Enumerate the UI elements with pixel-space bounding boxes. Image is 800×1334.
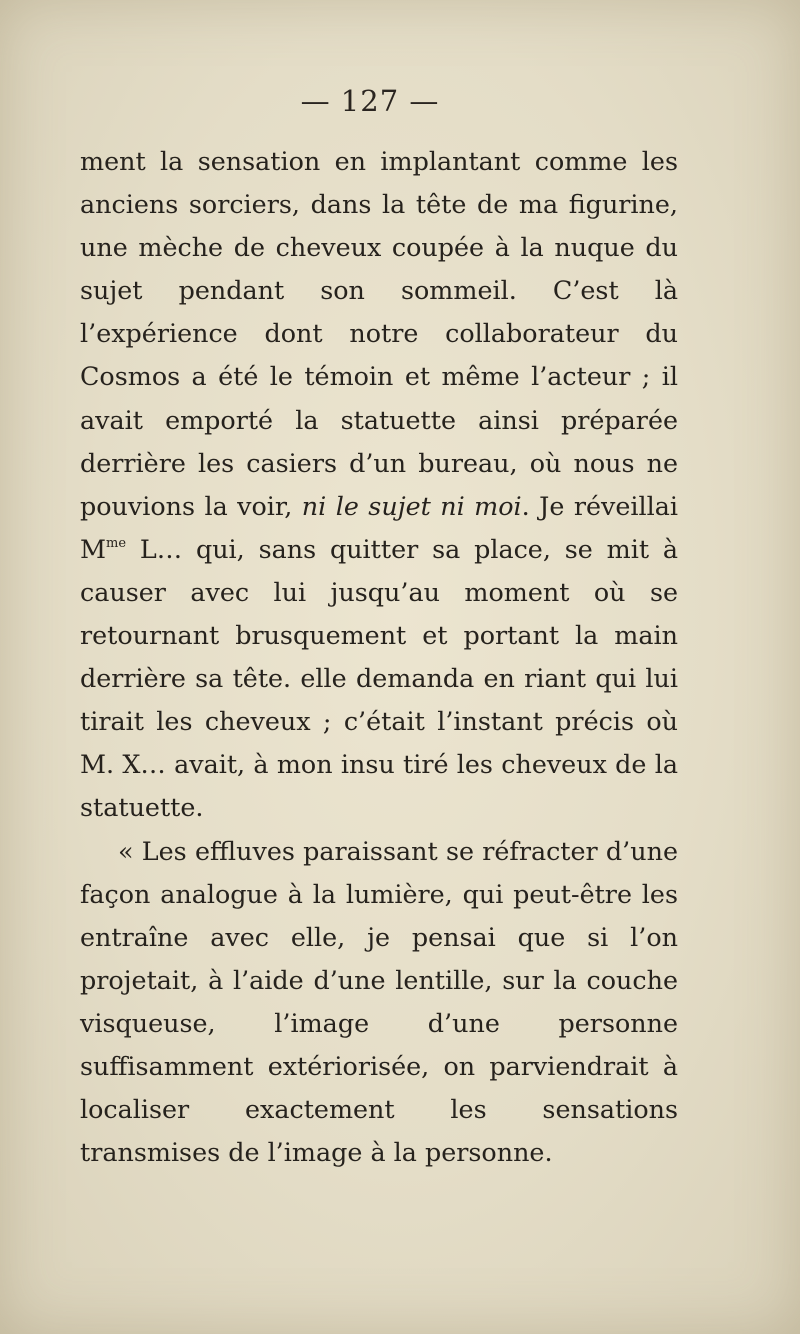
text-segment: ment la sensation en implantant comme les anciens sorciers, dans la tête de ma figurine, une mèche de cheveux coupée à la nuque du sujet pendant son sommeil. C’est là l’expérience dont notre collaborateur du Cosmos a été le témoin et même l’acteur ; il avait emporté la statuette ainsi préparée derrière les casiers d’un bureau, où nous ne pouvions la voir, xyxy=(80,146,678,521)
paragraph-2 xyxy=(80,830,678,1175)
text-segment: « Les effluves paraissant se réfracter d’une façon analogue à la lumière, qui peut-être les entraîne avec elle, je pensai que si l’on projetait, à l’aide d’une lentille, sur la couche visqueuse, l’image d’une personne suffisamment extériorisée, on parviendrait à localiser exactement les sensations transmises de l’image à la personne. xyxy=(80,835,678,1168)
body-text xyxy=(80,140,678,1174)
superscript-abbreviation: me xyxy=(106,535,127,551)
italic-phrase: ni le sujet ni moi xyxy=(301,490,522,521)
text-segment: . Je réveillai M xyxy=(80,490,678,564)
text-segment: L… qui, sans quitter sa place, se mit à causer avec lui jusqu’au moment où se retournant brusquement et portant la main derrière sa tête. elle demanda en riant qui lui tirait les cheveux ; c’était l’instant précis où M. X… avait, à mon insu tiré les cheveux de la statuette. xyxy=(80,533,678,823)
page-number: — 127 — xyxy=(300,84,440,118)
paragraph-1 xyxy=(80,140,678,830)
